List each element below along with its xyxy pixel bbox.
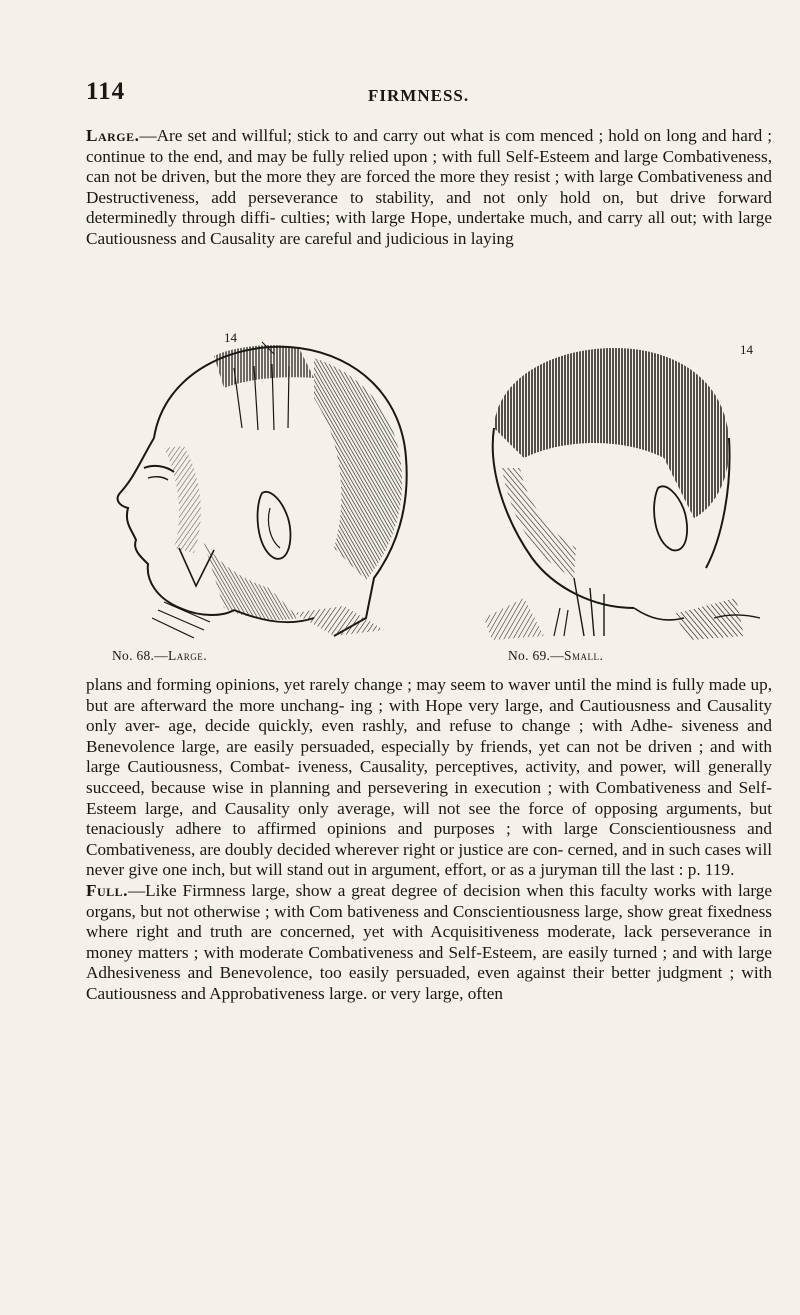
bottom-paragraph [86,675,772,1005]
page-number: 114 [86,78,126,105]
figure-small-firmness [444,318,774,663]
figure-number-label: No. 68. [112,648,155,663]
figure-organ-number: 14 [224,330,237,345]
figure-large-firmness [84,318,424,663]
figure-size-label: Small. [564,648,604,663]
figures-row [84,318,774,663]
page-header [86,78,766,112]
figure-size-label: Large. [168,648,208,663]
top-paragraph-text: —Are set and willful; stick to and carry out what is com menced ; hold on long and hard ; continue to the end, and may be fully relied upon ; with full Self-Esteem and large Combativeness, can not be driven, but the more they are forced the more they resist ; with large Combativeness and Destructiveness, add perseverance to stability, and not only hold on, but drive forward determinedly through diffi- culties; with large Hope, undertake much, and carry all out; with large Cautiousness and Causality are careful and judicious in laying [86,126,772,248]
figure-caption: No. 68.—Large. [112,648,208,663]
bottom-paragraph-text-2: —Like Firmness large, show a great degree of decision when this faculty works with large organs, but not otherwise ; with Com bativeness and Conscientiousness large, show great fixedness where right and truth are concerned, yet with Acquisitiveness moderate, lack perseverance in money matters ; with moderate Combativeness and Self-Esteem, are easily turned ; and with large Adhesiveness and Benevolence, too easily persuaded, even against their better judgment ; with Cautiousness and Approbativeness large. or very large, often [86,880,772,1003]
bottom-paragraph-text-1: plans and forming opinions, yet rarely change ; may seem to waver until the mind is fully made up, but are afterward the more unchang- ing ; with Hope very large, and Cautiousness and Causality only aver- age, decide quickly, even rashly, and refuse to change ; with Adhe- siveness and Benevolence large, are easily persuaded, especially by friends, yet can not be driven ; and with large Cautiousness, Combat- iveness, Causality, perceptives, activity, and power, will generally succeed, because wise in planning and persevering in execution ; with Combativeness and Self-Esteem large, and Causality only average, will not see the force of opposing arguments, but tenaciously adhere to affirmed opinions and purposes ; with large Conscientiousness and Combativeness, are doubly decided wherever right or justice are con- cerned, and in such cases will never give one inch, but will stand out in argument, effort, or as a juryman till the last : p. 119. [86,675,772,880]
running-head: FIRMNESS. [368,86,470,105]
figure-organ-number: 14 [740,342,753,357]
haired-head-engraving [444,318,774,648]
section-lead-full: Full. [86,880,128,900]
bald-head-engraving [84,318,424,648]
section-lead-large: Large. [86,126,140,145]
figure-number-label: No. 69. [508,648,551,663]
figure-caption: No. 69.—Small. [508,648,604,663]
top-paragraph [86,126,772,250]
